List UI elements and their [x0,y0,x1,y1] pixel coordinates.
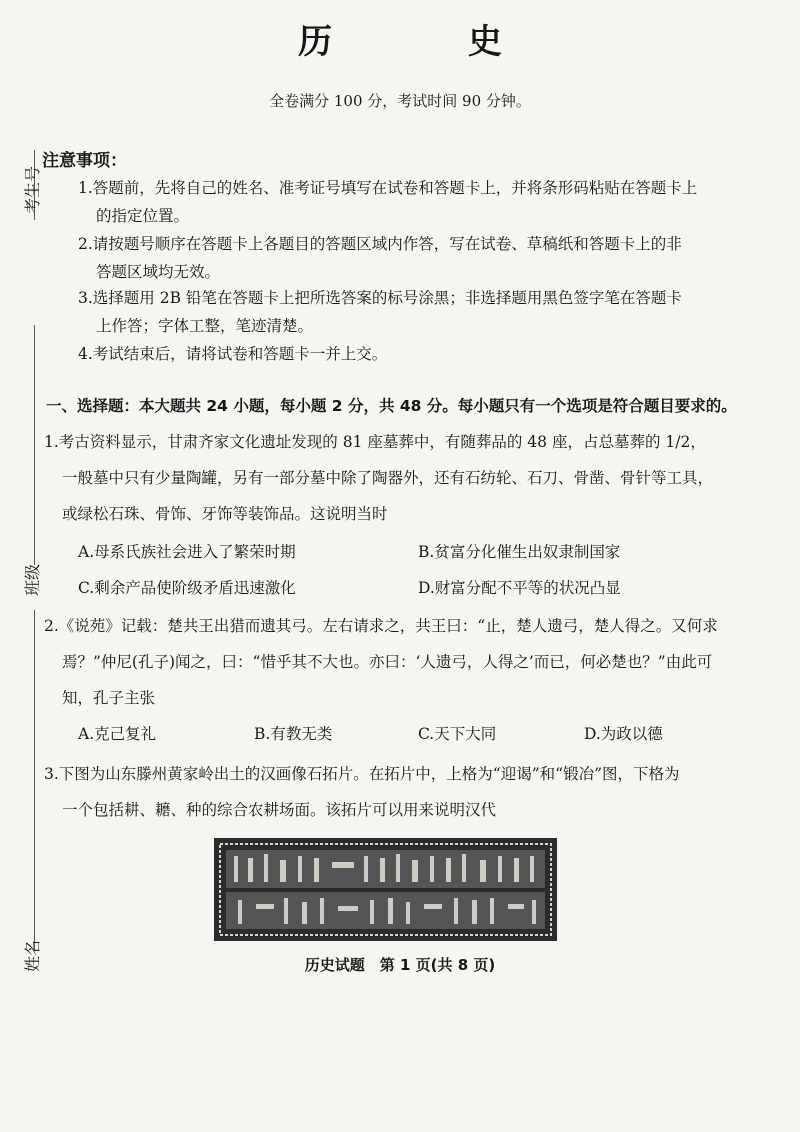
exam-info: 全卷满分 100 分，考试时间 90 分钟。 [269,92,531,110]
question-2-line: 知，孔子主张 [62,689,156,707]
question-2-line: 焉？”仲尼(孔子)闻之，曰：“惜乎其不大也。亦曰：‘人遗弓，人得之’而已，何必楚也？”由此可 [62,653,713,671]
note-line: 答题区域均无效。 [96,263,221,281]
class-label: 班级 [23,563,42,596]
page-footer: 历史试题 第 1 页(共 8 页) [304,956,496,974]
question-2-option-c: C.天下大同 [418,725,497,743]
note-line: 3.选择题用 2B 铅笔在答题卡上把所选答案的标号涂黑；非选择题用黑色签字笔在答题卡 [78,289,682,307]
section-heading: 一、选择题：本大题共 24 小题，每小题 2 分，共 48 分。每小题只有一个选项是符合题目要求的。 [46,397,737,415]
question-1-option-d: D.财富分配不平等的状况凸显 [418,579,621,597]
name-label: 姓名 [23,939,42,972]
binding-line [34,610,35,950]
question-1-line: 一般墓中只有少量陶罐，另有一部分墓中除了陶器外，还有石纺轮、石刀、骨凿、骨针等工具， [62,469,714,487]
han-stone-rubbing-image [214,838,557,941]
notes-heading: 注意事项： [42,151,127,171]
note-line: 2.请按题号顺序在答题卡上各题目的答题区域内作答，写在试卷、草稿纸和答题卡上的非 [78,235,682,253]
question-3-line: 一个包括耕、耱、种的综合农耕场面。该拓片可以用来说明汉代 [62,801,497,819]
question-1-line: 或绿松石珠、骨饰、牙饰等装饰品。这说明当时 [62,505,388,523]
question-1-option-a: A.母系氏族社会进入了繁荣时期 [78,543,296,561]
question-3-line: 3.下图为山东滕州黄家岭出土的汉画像石拓片。在拓片中，上格为“迎谒”和“锻冶”图，下格为 [44,765,680,783]
question-1-option-c: C.剩余产品使阶级矛盾迅速激化 [78,579,296,597]
question-1-line: 1.考古资料显示，甘肃齐家文化遗址发现的 81 座墓葬中，有随葬品的 48 座，占总墓葬的 1/2， [44,433,706,451]
note-line: 4.考试结束后，请将试卷和答题卡一并上交。 [78,345,388,363]
question-1-option-b: B.贫富分化催生出奴隶制国家 [418,543,621,561]
question-2-line: 2.《说苑》记载：楚共王出猎而遗其弓。左右请求之，共王曰：“止，楚人遗弓，楚人得之。又何求 [44,617,718,635]
note-line: 的指定位置。 [96,207,190,225]
note-line: 1.答题前，先将自己的姓名、准考证号填写在试卷和答题卡上，并将条形码粘贴在答题卡上 [78,179,698,197]
page-title: 历 史 [298,22,564,62]
question-2-option-d: D.为政以德 [584,725,663,743]
exam-number-label: 考生号 [23,165,42,214]
question-2-option-a: A.克己复礼 [78,725,157,743]
note-line: 上作答；字体工整，笔迹清楚。 [96,317,314,335]
question-2-option-b: B.有教无类 [254,725,333,743]
binding-line [34,325,35,565]
